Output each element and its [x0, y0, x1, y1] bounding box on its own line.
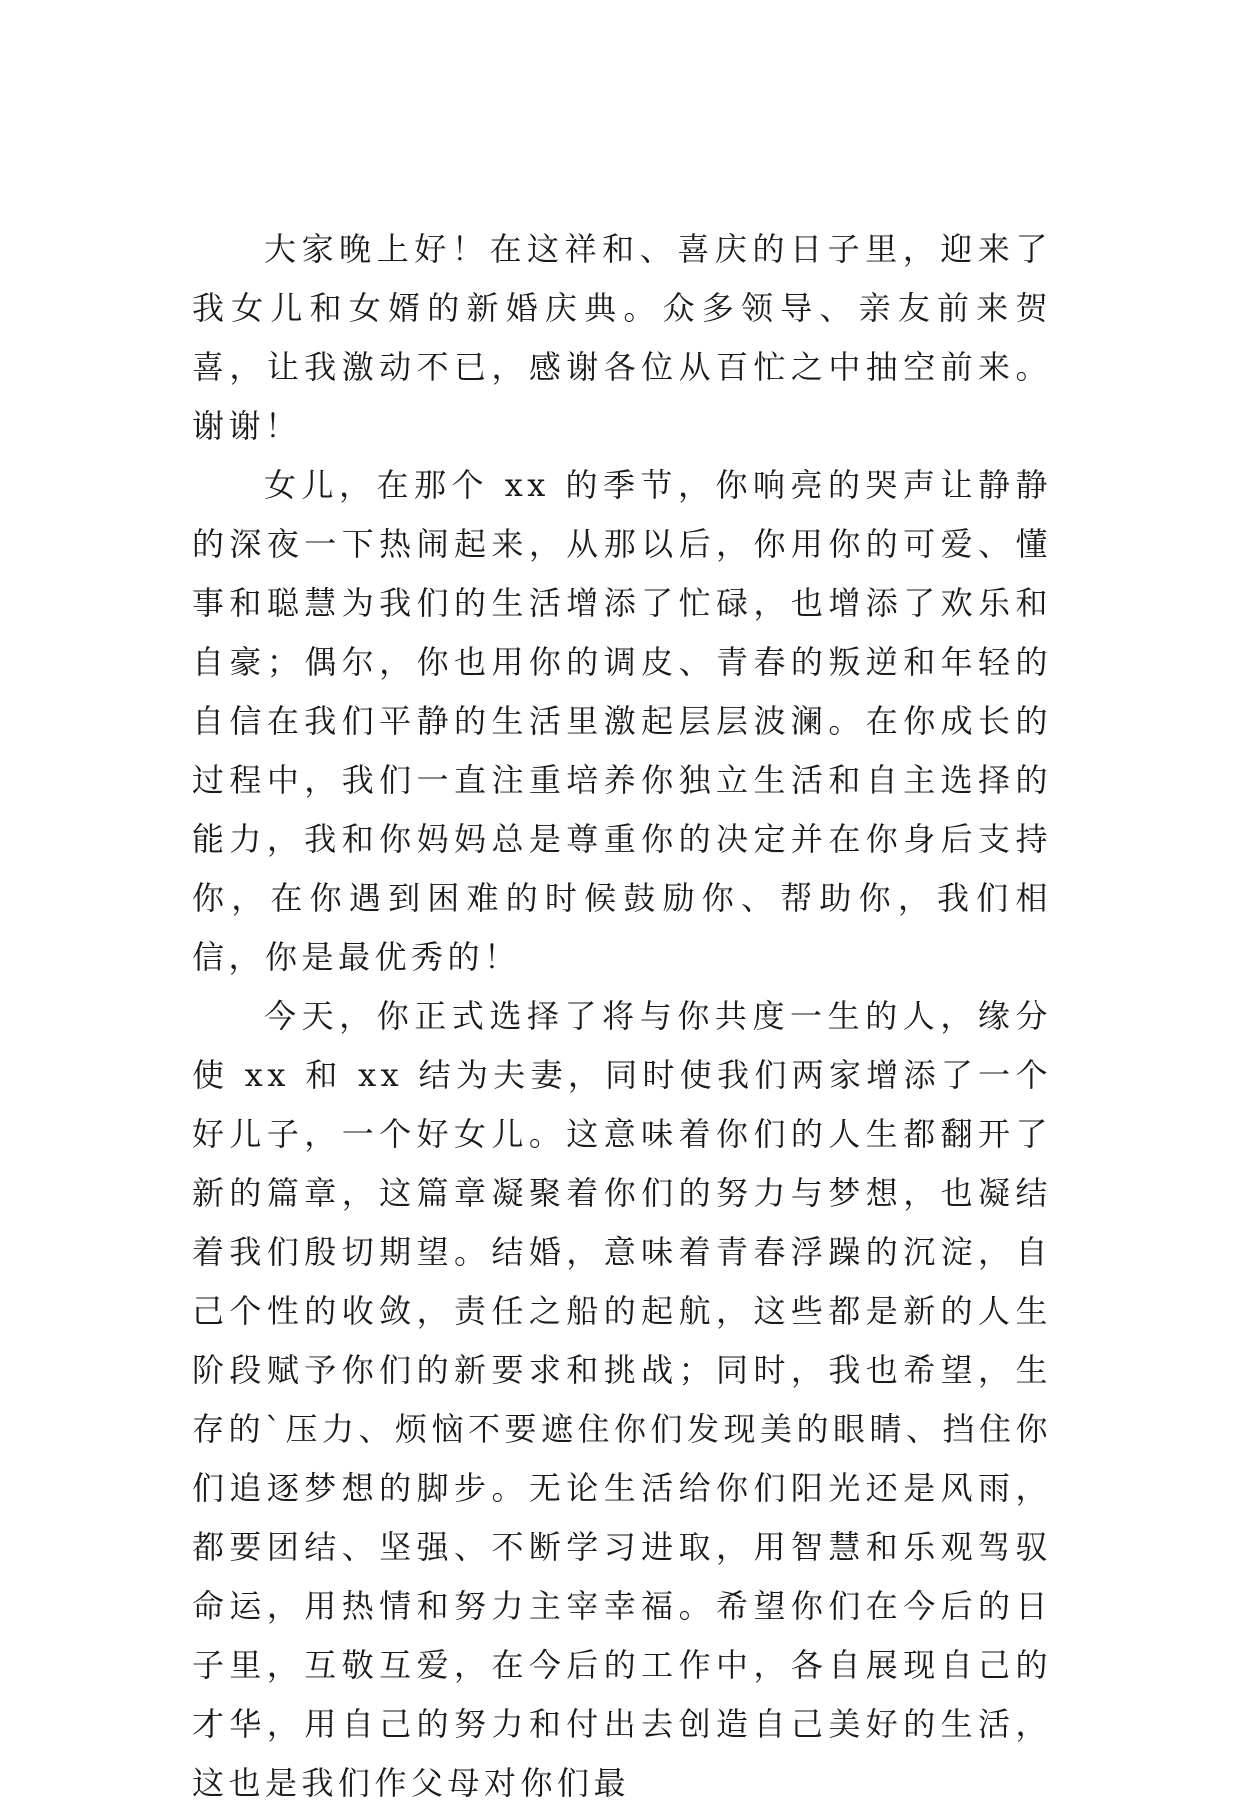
paragraph-to-daughter: 女儿，在那个 xx 的季节，你响亮的哭声让静静的深夜一下热闹起来，从那以后，你用你的可爱、懂事和聪慧为我们的生活增添了忙碌，也增添了欢乐和自豪；偶尔，你也用你的调皮、青春的叛逆和年轻的自信在我们平静的生活里激起层层波澜。在你成长的过程中，我们一直注重培养你独立生活和自主选择的能力，我和你妈妈总是尊重你的决定并在你身后支持你，在你遇到困难的时候鼓励你、帮助你，我们相信，你是最优秀的！ [192, 466, 1052, 976]
speech-body [192, 220, 1052, 1813]
paragraph-wishes: 今天，你正式选择了将与你共度一生的人，缘分使 xx 和 xx 结为夫妻，同时使我们两家增添了一个好儿子，一个好女儿。这意味着你们的人生都翻开了新的篇章，这篇章凝聚着你们的努力与梦想，也凝结着我们殷切期望。结婚，意味着青春浮躁的沉淀，自己个性的收敛，责任之船的起航，这些都是新的人生阶段赋予你们的新要求和挑战；同时，我也希望，生存的`压力、烦恼不要遮住你们发现美的眼睛、挡住你们追逐梦想的脚步。无论生活给你们阳光还是风雨，都要团结、坚强、不断学习进取，用智慧和乐观驾驭命运，用热情和努力主宰幸福。希望你们在今后的日子里，互敬互爱，在今后的工作中，各自展现自己的才华，用自己的努力和付出去创造自己美好的生活，这也是我们作父母对你们最 [192, 997, 1053, 1802]
paragraph-greeting: 大家晚上好！在这祥和、喜庆的日子里，迎来了我女儿和女婿的新婚庆典。众多领导、亲友前来贺喜，让我激动不已，感谢各位从百忙之中抽空前来。谢谢！ [192, 230, 1052, 445]
